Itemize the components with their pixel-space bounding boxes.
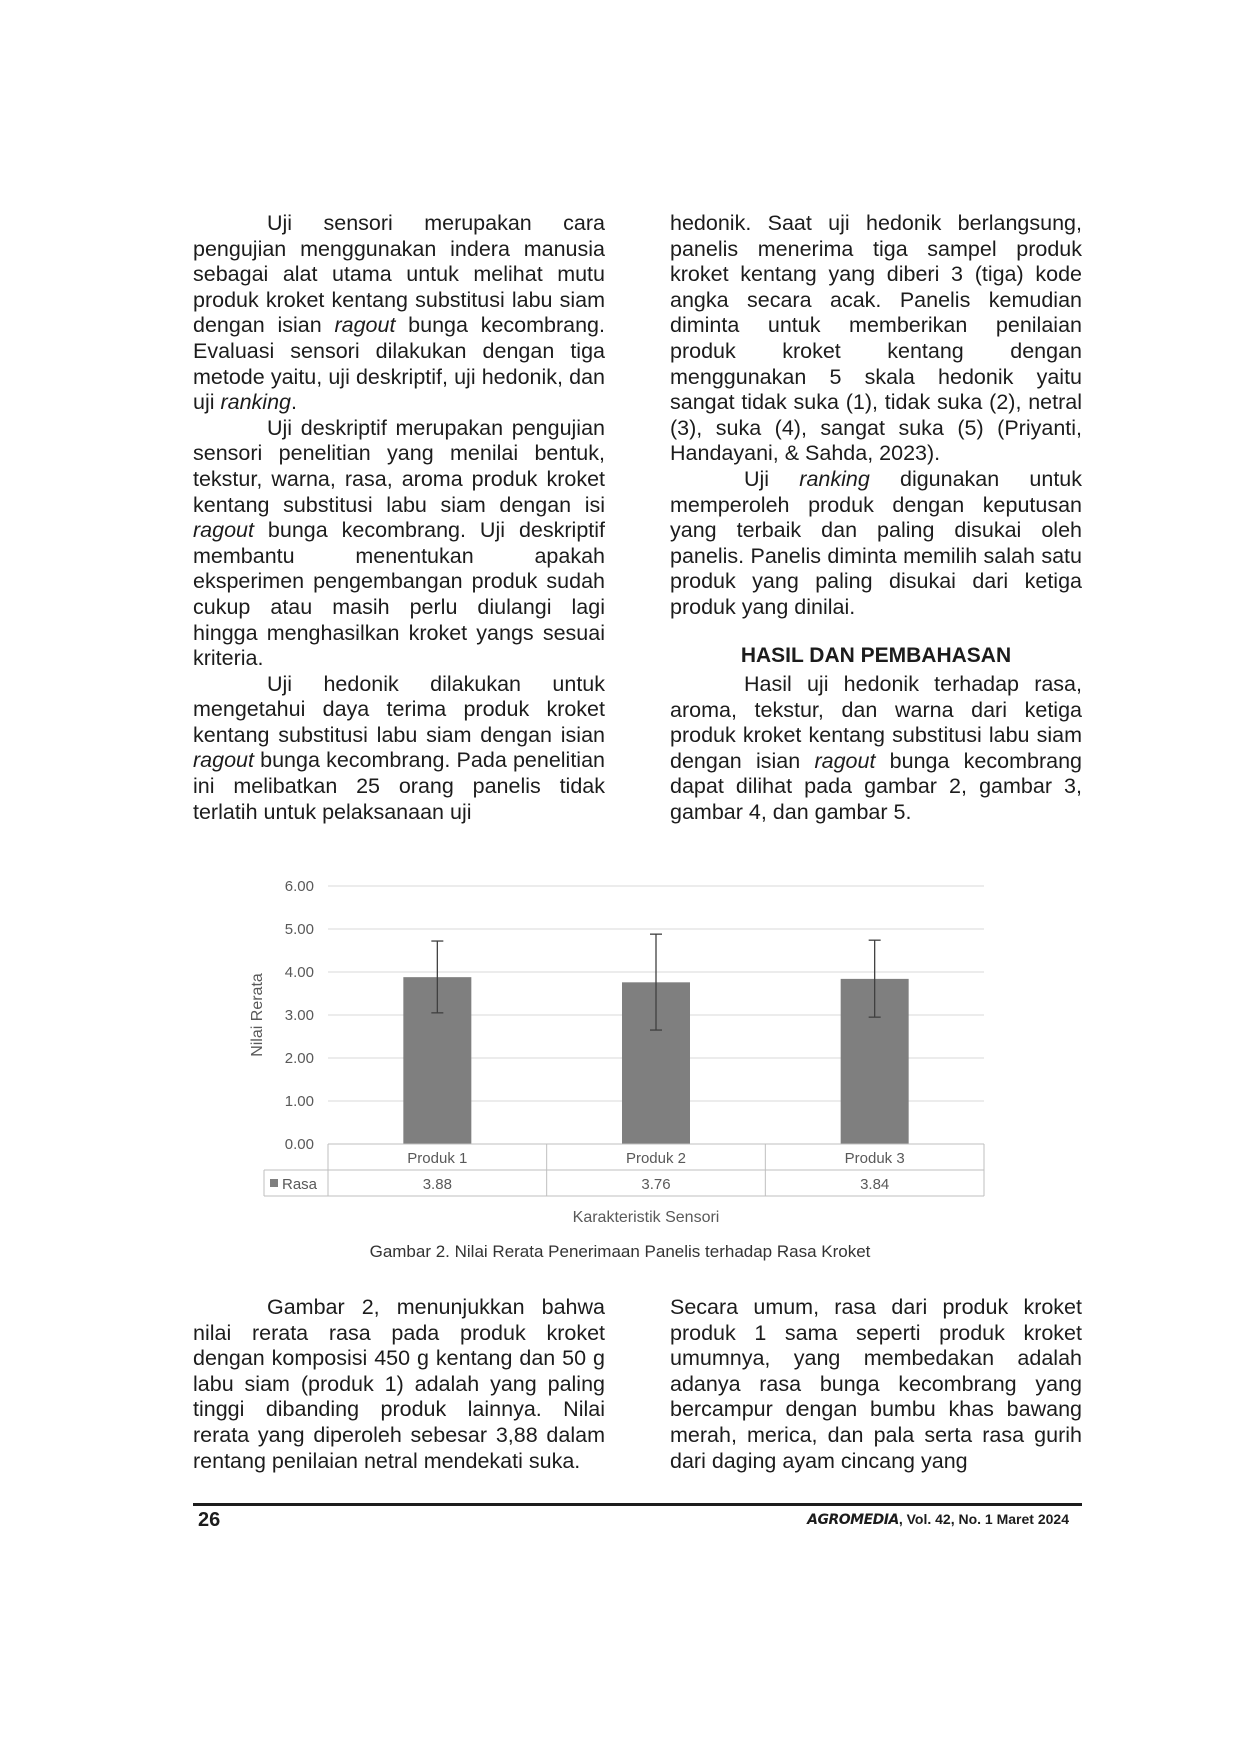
y-tick-label: 6.00	[284, 878, 314, 895]
paragraph	[670, 672, 1082, 826]
text-run: Hasil uji hedonik terhadap rasa, aroma, tekstur, dan warna dari ketiga produk kroket kentang substitusi labu siam dengan isian	[670, 672, 1082, 773]
left-column-top	[193, 211, 605, 825]
text-run: Gambar 2, menunjukkan bahwa nilai rerata rasa pada produk kroket dengan komposisi 450 g kentang dan 50 g labu siam (produk 1) adalah yang paling tinggi dibanding produk lainnya. Nilai rerata yang diperoleh sebesar 3,88 dalam rentang penilaian netral mendekati suka.	[193, 1295, 605, 1473]
figure-caption: Gambar 2. Nilai Rerata Penerimaan Panelis terhadap Rasa Kroket	[369, 1242, 871, 1261]
y-axis-title: Nilai Rerata	[249, 973, 266, 1057]
paragraph	[193, 1295, 605, 1474]
right-column-bottom	[670, 1295, 1082, 1474]
y-tick-label: 1.00	[284, 1093, 314, 1110]
x-category-label: Produk 2	[625, 1150, 687, 1167]
text-run: digunakan untuk memperoleh produk dengan keputusan yang terbaik dan paling disukai oleh panelis. Panelis diminta memilih salah satu produk yang paling disukai dari ketiga produk yang dinilai.	[670, 466, 1082, 619]
italic-term: ragout	[814, 748, 876, 773]
footer-rule	[193, 1503, 1082, 1506]
text-run: Secara umum, rasa dari produk kroket produk 1 sama seperti produk kroket umumnya, yang membedakan adalah adanya rasa bunga kecombrang yang bercampur dengan bumbu khas bawang merah, merica, dan pala serta rasa gurih dari daging ayam cincang yang	[670, 1295, 1082, 1473]
left-column-bottom	[193, 1295, 605, 1474]
x-category-label: Produk 1	[407, 1150, 468, 1167]
journal-info	[807, 1511, 1069, 1528]
italic-term: ragout	[334, 313, 396, 338]
text-run: bunga kecombrang. Evaluasi sensori dilakukan dengan tiga metode yaitu, uji deskriptif, uji hedonik, dan uji	[193, 313, 605, 415]
table-value: 3.88	[422, 1176, 452, 1193]
italic-term: ragout	[193, 518, 254, 543]
paragraph	[193, 211, 605, 416]
right-column-top-paragraphs	[670, 211, 1082, 621]
legend-label: Rasa	[282, 1176, 318, 1193]
paragraph	[193, 416, 605, 672]
text-run: Uji deskriptif merupakan pengujian sensori penelitian yang menilai bentuk, tekstur, warna, rasa, aroma produk kroket kentang substitusi labu siam dengan isi	[193, 415, 605, 517]
x-category-label: Produk 3	[844, 1150, 905, 1167]
y-tick-label: 5.00	[284, 921, 314, 938]
section-heading: HASIL DAN PEMBAHASAN	[740, 643, 1012, 667]
table-value: 3.76	[641, 1176, 671, 1193]
text-run: bunga kecombrang. Uji deskriptif membantu menentukan apakah eksperimen pengembangan produk sudah cukup atau masih perlu diulangi lagi hingga menghasilkan kroket yangs sesuai kriteria.	[193, 518, 605, 671]
text-run: Uji	[744, 466, 800, 491]
y-tick-label: 3.00	[284, 1007, 314, 1024]
legend-swatch	[270, 1179, 278, 1187]
text-run: hedonik. Saat uji hedonik berlangsung, panelis menerima tiga sampel produk kroket kentang yang diberi 3 (tiga) kode angka secara acak. Panelis kemudian diminta untuk memberikan penilaian produk kroket kentang dengan menggunakan 5 skala hedonik yaitu sangat tidak suka (1), tidak suka (2), netral (3), suka (4), sangat suka (5) (Priyanti, Handayani, & Sahda, 2023).	[670, 211, 1082, 466]
right-column-top-after-heading	[670, 672, 1082, 826]
paragraph	[670, 1295, 1082, 1474]
text-run: Uji hedonik dilakukan untuk mengetahui daya terima produk kroket kentang substitusi labu siam dengan isian	[193, 671, 605, 747]
text-run: bunga kecombrang dapat dilihat pada gambar 2, gambar 3, gambar 4, dan gambar 5.	[670, 748, 1082, 825]
chart-svg	[244, 870, 1000, 1230]
x-axis-title: Karakteristik Sensori	[572, 1209, 720, 1226]
italic-term: ranking	[220, 390, 291, 415]
italic-term: ranking	[799, 466, 870, 491]
paragraph	[670, 467, 1082, 621]
paragraph	[670, 211, 1082, 467]
journal-volume: , Vol. 42, No. 1 Maret 2024	[898, 1511, 1069, 1527]
italic-term: ragout	[193, 748, 254, 773]
paragraph	[193, 672, 605, 826]
text-run: .	[291, 390, 297, 415]
text-run: Uji sensori merupakan cara pengujian menggunakan indera manusia sebagai alat utama untuk melihat mutu produk kroket kentang substitusi labu siam dengan isian	[193, 211, 605, 338]
table-value: 3.84	[860, 1176, 890, 1193]
y-tick-label: 0.00	[284, 1136, 314, 1153]
page-number: 26	[198, 1509, 221, 1531]
y-tick-label: 2.00	[284, 1050, 314, 1067]
right-column-top	[670, 211, 1082, 826]
y-tick-label: 4.00	[284, 964, 314, 981]
bar-chart	[244, 870, 1000, 1230]
text-run: bunga kecombrang. Pada penelitian ini melibatkan 25 orang panelis tidak terlatih untuk pelaksanaan uji	[193, 748, 605, 824]
journal-name: AGROMEDIA	[807, 1512, 899, 1528]
